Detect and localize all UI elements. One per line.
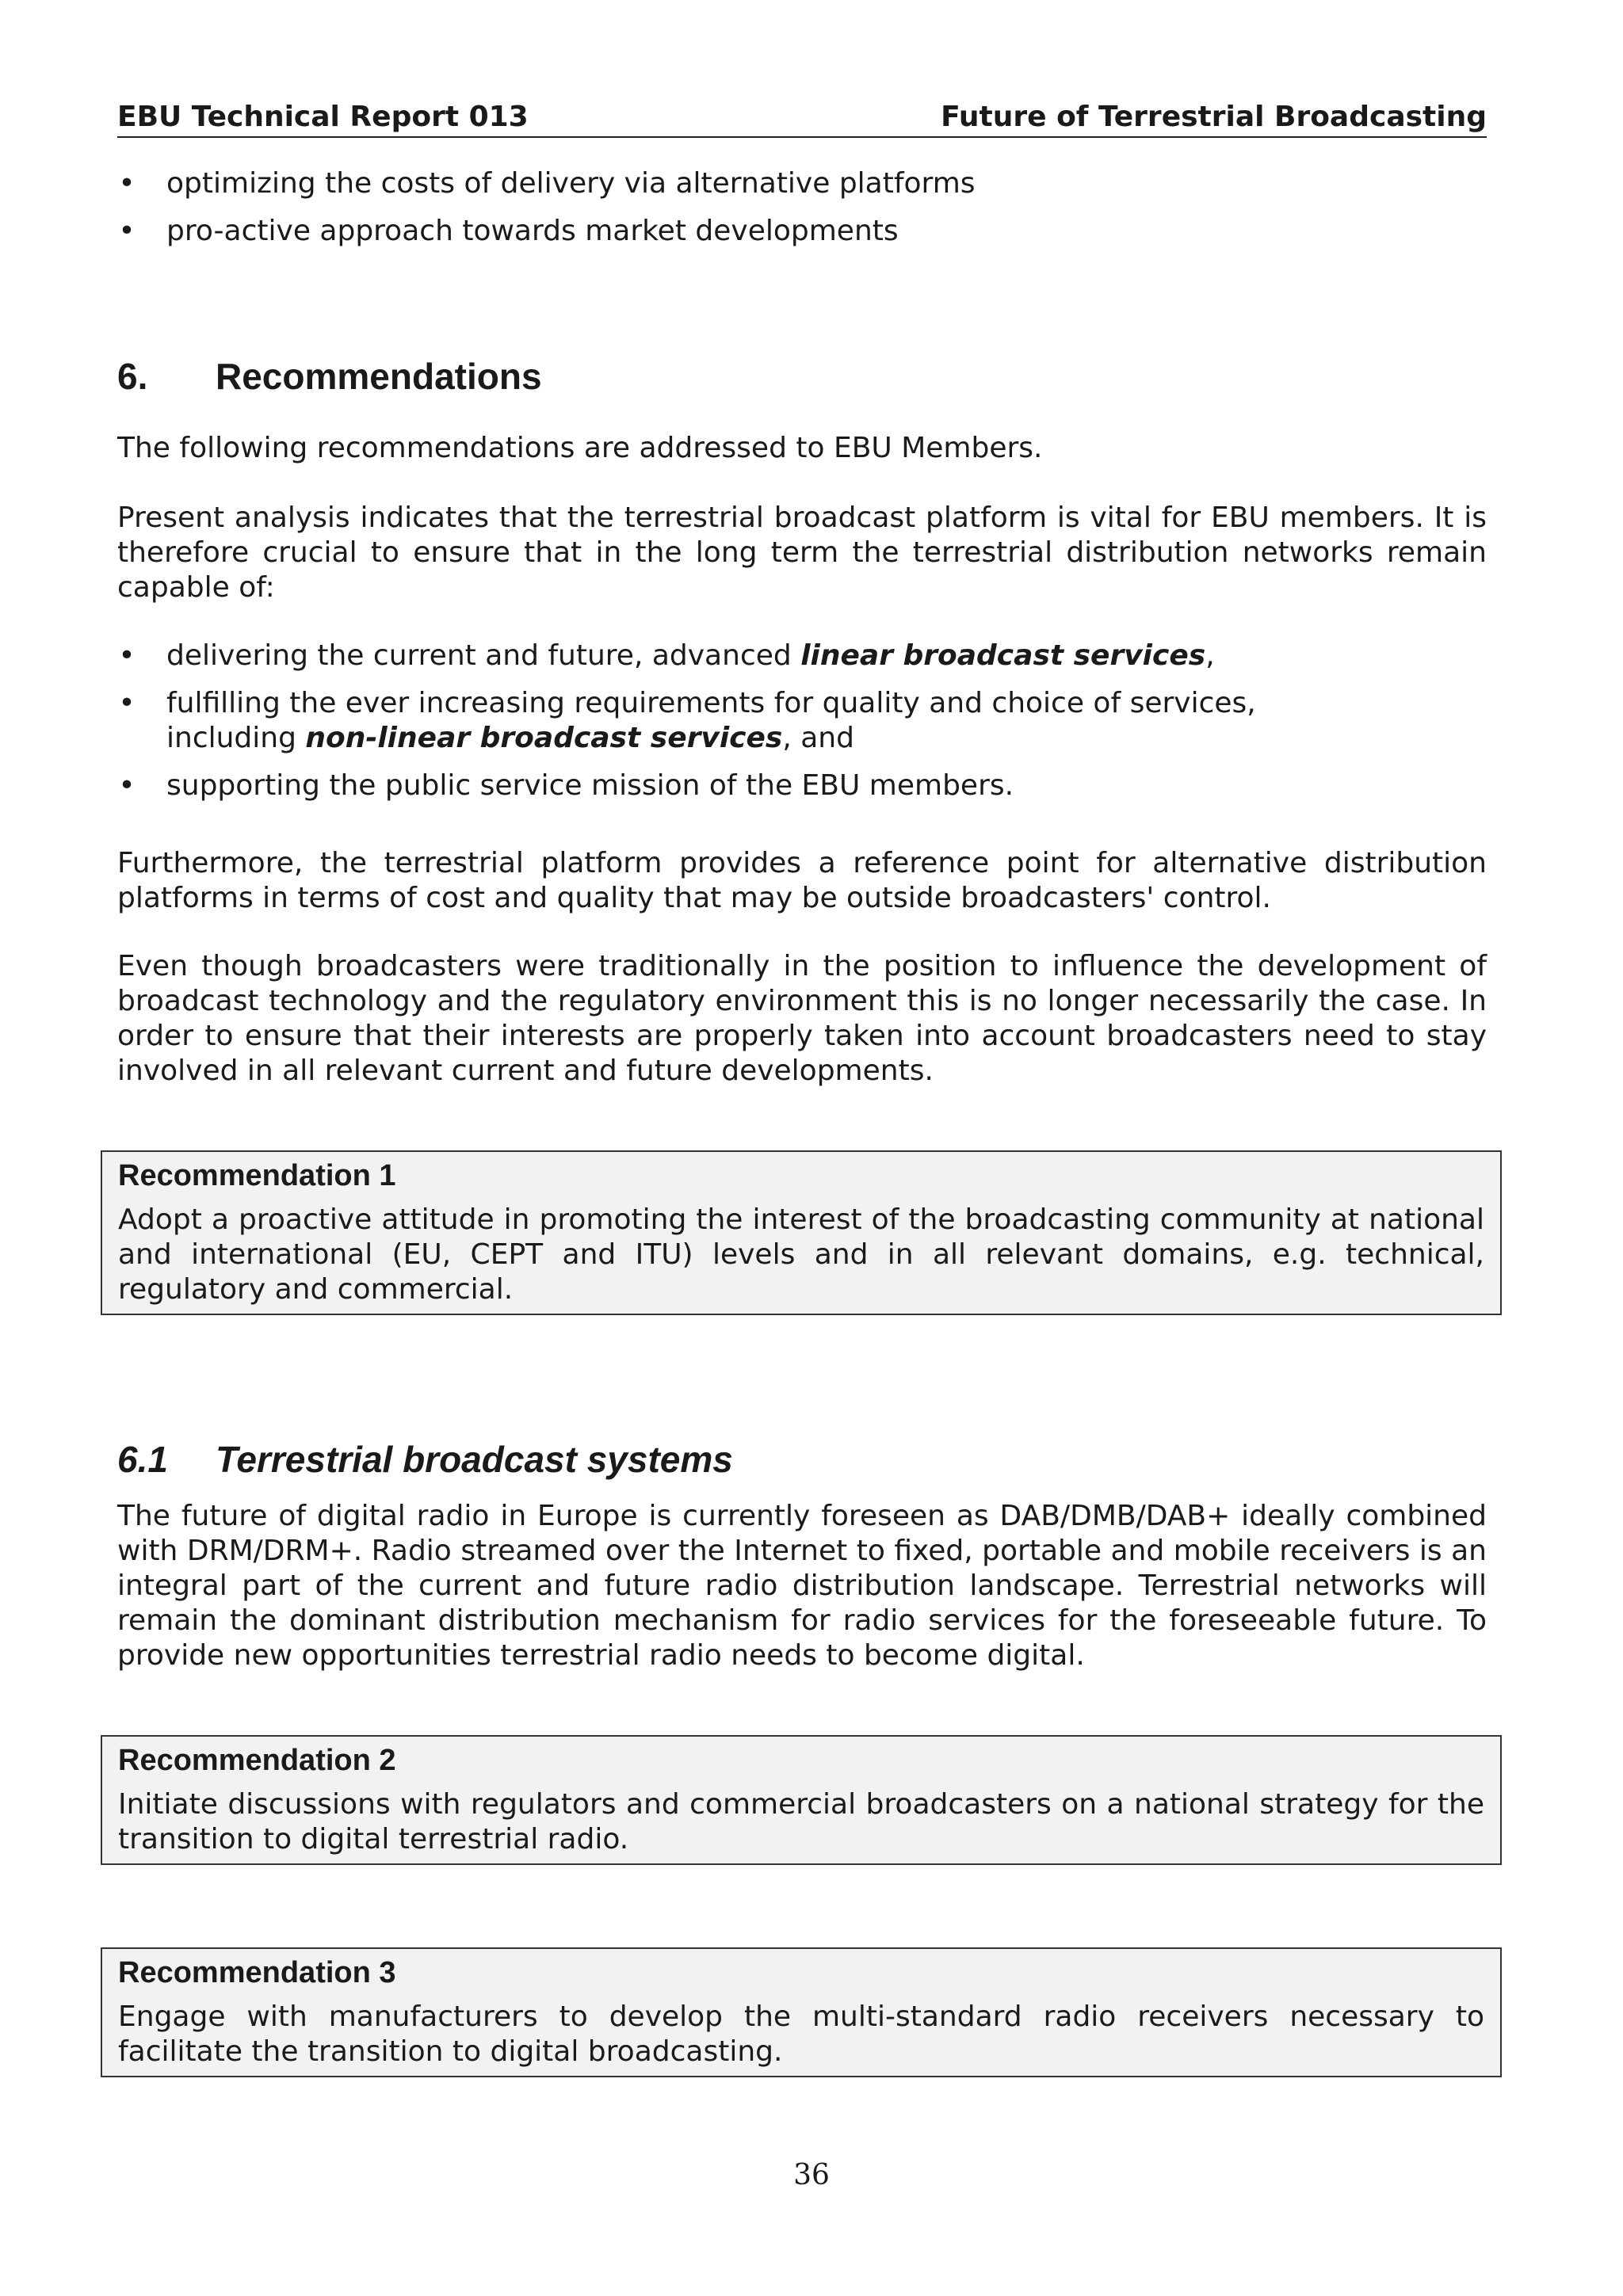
subsection-title: Terrestrial broadcast systems bbox=[216, 1439, 733, 1480]
section-number: 6. bbox=[117, 356, 148, 397]
recommendation-title: Recommendation 2 bbox=[118, 1744, 396, 1777]
section-title: Recommendations bbox=[216, 356, 542, 397]
bullet-icon: • bbox=[118, 167, 136, 200]
subsection-heading-terrestrial bbox=[117, 1438, 733, 1481]
list-item: • optimizing the costs of delivery via alternative platforms bbox=[118, 167, 976, 200]
even-though-paragraph: Even though broadcasters were traditionally in the position to influence the development of broadcast technology and the regulatory environment this is no longer necessarily the case. In order to ensure that their interests are properly taken into account broadcasters need to stay involved in all relevant current and future developments. bbox=[117, 950, 1487, 1087]
bullet-icon: • bbox=[118, 215, 136, 247]
page-header bbox=[117, 93, 1487, 138]
emphasis-non-linear: non-linear broadcast services bbox=[305, 722, 783, 754]
capability-bullet-list bbox=[117, 639, 1487, 816]
recommendation-3-box bbox=[101, 1947, 1502, 2077]
recommendation-title: Recommendation 3 bbox=[118, 1956, 396, 1989]
recommendation-2-box bbox=[101, 1735, 1502, 1865]
list-item: • delivering the current and future, advanced linear broadcast services, bbox=[118, 639, 1215, 672]
top-bullet-list bbox=[117, 166, 1487, 261]
header-report-title: EBU Technical Report 013 bbox=[117, 101, 529, 133]
intro-paragraph: The following recommendations are addressed to EBU Members. bbox=[117, 432, 1043, 464]
terrestrial-paragraph: The future of digital radio in Europe is currently foreseen as DAB/DMB/DAB+ ideally combined with DRM/DRM+. Radio streamed over the Internet to fixed, portable and mobile receivers is an integral part of the current and future radio distribution landscape. Terrestrial networks will remain the dominant distribution mechanism for radio services for the foreseeable future. To provide new opportunities terrestrial radio needs to become digital. bbox=[117, 1500, 1487, 1672]
bullet-icon: • bbox=[118, 639, 136, 672]
list-item: • fulfilling the ever increasing requirements for quality and choice of services, including non-linear broadcast services, and bbox=[118, 687, 1256, 754]
list-item: • pro-active approach towards market developments bbox=[118, 215, 899, 247]
emphasis-linear: linear broadcast services bbox=[800, 639, 1206, 672]
header-document-title: Future of Terrestrial Broadcasting bbox=[941, 101, 1487, 133]
bullet-icon: • bbox=[118, 687, 136, 719]
section-heading-recommendations bbox=[117, 355, 542, 398]
recommendation-1-box bbox=[101, 1150, 1502, 1315]
recommendation-body: Initiate discussions with regulators and commercial broadcasters on a national strategy for the transition to digital terrestrial radio. bbox=[118, 1788, 1484, 1855]
subsection-number: 6.1 bbox=[117, 1439, 168, 1480]
list-item: • supporting the public service mission of the EBU members. bbox=[118, 769, 1014, 802]
recommendation-body: Engage with manufacturers to develop the multi-standard radio receivers necessary to facilitate the transition to digital broadcasting. bbox=[118, 2000, 1484, 2068]
recommendation-body: Adopt a proactive attitude in promoting the interest of the broadcasting community at national and international (EU, CEPT and ITU) levels and in all relevant domains, e.g. technical, regulatory and commercial. bbox=[118, 1203, 1484, 1306]
page-number: 36 bbox=[793, 2159, 830, 2191]
furthermore-paragraph: Furthermore, the terrestrial platform provides a reference point for alternative distribution platforms in terms of cost and quality that may be outside broadcasters' control. bbox=[117, 847, 1487, 914]
analysis-paragraph: Present analysis indicates that the terrestrial broadcast platform is vital for EBU members. It is therefore crucial to ensure that in the long term the terrestrial distribution networks remain capable of: bbox=[117, 502, 1487, 604]
bullet-icon: • bbox=[118, 769, 136, 802]
recommendation-title: Recommendation 1 bbox=[118, 1159, 396, 1192]
